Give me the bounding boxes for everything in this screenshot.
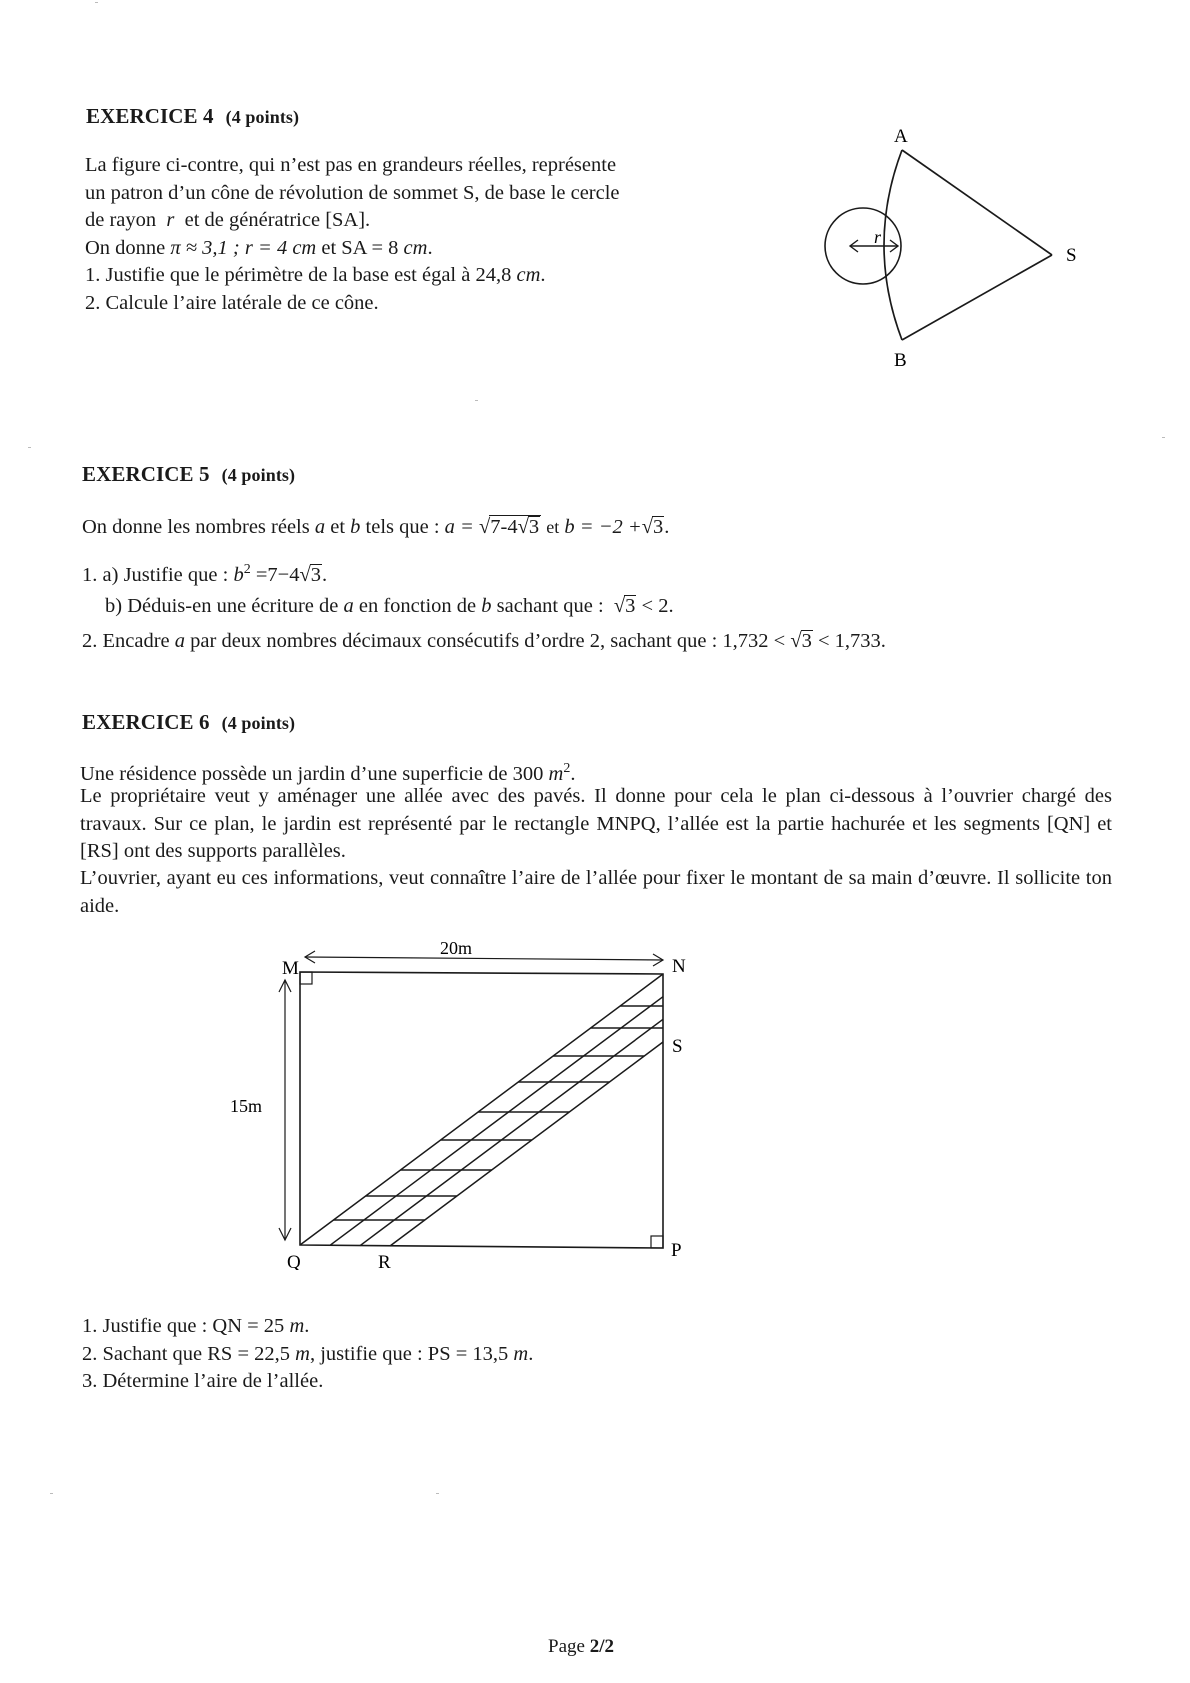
text: et SA = 8 (321, 236, 399, 259)
scan-speck (475, 400, 478, 401)
text: sachant que : (496, 595, 604, 617)
text: On donne les nombres réels (82, 516, 310, 538)
exercise-4-heading (86, 104, 299, 129)
label-B: B (894, 350, 907, 371)
unit-m: m (295, 1342, 310, 1365)
radius-label: r (874, 227, 882, 247)
intro-line (85, 235, 620, 263)
var-a: a (314, 516, 326, 538)
label-S: S (1066, 245, 1077, 266)
exercise-5-intro (82, 514, 669, 542)
scan-speck (28, 447, 31, 448)
text: et (330, 516, 346, 538)
garden-plan-figure (225, 930, 705, 1270)
intro-line: un patron d’un cône de révolution de sommet S, de base le cercle (85, 181, 620, 204)
exercise-5-title: EXERCICE 5 (82, 462, 210, 486)
question-number: 1. a) (82, 563, 119, 586)
var-b: b (350, 516, 361, 538)
exercise-6-intro-para3: L’ouvrier, ayant eu ces informations, veut connaître l’aire de l’allée pour fixer le montant de sa main d’œuvre. Il sollicite ton aide. (80, 867, 1112, 917)
sqrt-icon: √ (613, 595, 626, 617)
text: Déduis-en une écriture de (127, 595, 339, 617)
text: . (664, 516, 670, 538)
exponent: 2 (243, 562, 251, 577)
radicand: 3 (310, 563, 321, 586)
width-dimension-line (305, 957, 663, 960)
exercise-5-points: (4 points) (221, 465, 296, 485)
exponent: 2 (563, 761, 571, 776)
label-R: R (378, 1252, 391, 1270)
question-text: Détermine l’aire de l’allée. (102, 1370, 324, 1392)
generatrix-SB (902, 255, 1052, 340)
text: par deux nombres décimaux consécutifs d’ordre 2, sachant que : (190, 630, 718, 652)
a-radicand (489, 515, 541, 537)
exercise-5-question-1b (105, 593, 674, 621)
height-label: 15m (230, 1096, 263, 1116)
text: en fonction de (358, 595, 477, 617)
question-text: Justifie que : (123, 563, 229, 586)
question-text: Calcule l’aire latérale de ce cône. (105, 291, 379, 314)
question-2 (82, 1341, 533, 1369)
alley-hatching (300, 974, 663, 1246)
text: et (546, 517, 560, 537)
unit-m: m (513, 1342, 529, 1365)
text: . (570, 762, 576, 785)
text: . (304, 1315, 310, 1337)
exercise-6-intro-para2: Le propriétaire veut y aménager une allée avec des pavés. Il donne pour cela le plan ci-dessous à l’ouvrier chargé des travaux. Sur ce plan, le jardin est représenté par le rectangle MNPQ, l’allée est la partie hachurée et les segments [QN] et [RS] ont des supports parallèles. (80, 785, 1112, 862)
label-N: N (672, 956, 686, 977)
label-P: P (671, 1240, 682, 1261)
question-number: 1. (82, 1315, 98, 1337)
question-number: 2. (85, 291, 101, 314)
exercise-6-points: (4 points) (221, 713, 296, 733)
unit-m: m (548, 762, 564, 785)
sector-arc (884, 150, 902, 340)
exercise-4-intro (85, 152, 620, 317)
b-radicand: 3 (653, 516, 664, 538)
label-Q: Q (287, 1252, 301, 1270)
unit-cm: cm (403, 236, 428, 259)
text: Une résidence possède un jardin d’une superficie de 300 (80, 762, 544, 785)
expression: =7−4 (255, 563, 300, 586)
text: Encadre (102, 630, 170, 652)
sqrt-icon: √ (641, 516, 654, 538)
label-M: M (282, 958, 299, 979)
paving-line (330, 997, 663, 1246)
question-number: 2. (82, 630, 98, 652)
question-3 (82, 1368, 533, 1396)
right-angle-M (300, 972, 312, 984)
radicand: 3 (625, 595, 636, 617)
text: de rayon (85, 209, 157, 231)
inner-radicand: 3 (528, 516, 540, 538)
question-2 (85, 290, 620, 318)
question-1 (85, 262, 620, 290)
exercise-4-title: EXERCICE 4 (86, 104, 214, 128)
text: . (528, 1342, 534, 1365)
upper-bound: < 1,733. (817, 630, 886, 652)
scan-speck (1162, 437, 1165, 438)
question-text: Justifie que le périmètre de la base est égal à 24,8 (105, 264, 512, 286)
text: . (427, 236, 433, 259)
question-text: Justifie que : QN = 25 (102, 1315, 285, 1337)
lower-bound: 1,732 < (722, 630, 786, 652)
var-b: b (481, 595, 492, 617)
page-footer (548, 1636, 614, 1658)
intro-line (85, 207, 620, 235)
unit-m: m (289, 1315, 305, 1337)
question-number: 3. (82, 1370, 98, 1392)
var-a: a (174, 630, 186, 652)
scan-speck (436, 1493, 439, 1494)
question-text: , justifie que : PS = 13,5 (309, 1342, 509, 1365)
unit-cm: cm (516, 264, 541, 286)
segment-QN (300, 974, 663, 1245)
paving-line (360, 1019, 663, 1245)
question-text: Sachant que RS = 22,5 (102, 1342, 291, 1365)
exercise-5-question-1a (82, 556, 327, 589)
b-definition: b = −2 + (564, 516, 642, 538)
scan-speck (50, 1493, 53, 1494)
exercise-5-heading (82, 462, 295, 487)
sqrt-icon: √ (479, 516, 491, 538)
var-r: r (166, 209, 175, 231)
math-given: π ≈ 3,1 ; r = 4 cm (170, 236, 317, 259)
page-prefix: Page (548, 1636, 585, 1657)
question-number: 2. (82, 1342, 98, 1365)
width-label: 20m (440, 938, 473, 958)
text: . (321, 563, 328, 586)
text: 7-4 (490, 516, 518, 538)
text: . (540, 264, 546, 286)
scan-speck (95, 2, 98, 3)
sqrt-icon: √ (790, 630, 802, 652)
question-number: 1. (85, 264, 101, 286)
label-A: A (894, 126, 908, 147)
text: < 2. (641, 595, 674, 617)
intro-line: La figure ci-contre, qui n’est pas en grandeurs réelles, représente (85, 154, 617, 176)
exercise-6-questions (82, 1313, 533, 1396)
var-a: a (343, 595, 354, 617)
sqrt-icon: √ (299, 563, 311, 586)
text: On donne (85, 236, 166, 259)
radicand: 3 (801, 630, 812, 652)
cone-net-figure (790, 118, 1120, 378)
text: tels que : (365, 516, 440, 538)
var-b: b (233, 563, 244, 586)
exercise-5-question-2 (82, 628, 886, 656)
sqrt-icon: √ (517, 516, 529, 538)
exercise-6-title: EXERCICE 6 (82, 710, 210, 734)
segment-RS (390, 1042, 663, 1246)
question-number: b) (105, 595, 123, 617)
question-1 (82, 1313, 533, 1341)
right-angle-P (651, 1236, 663, 1248)
exercise-4-points: (4 points) (225, 107, 300, 127)
text: et de génératrice [SA]. (184, 209, 371, 231)
a-definition-lhs: a = (444, 516, 474, 538)
page-number: 2/2 (589, 1636, 614, 1657)
exercise-6-heading (82, 710, 295, 735)
generatrix-SA (902, 150, 1052, 255)
label-S: S (672, 1036, 683, 1057)
